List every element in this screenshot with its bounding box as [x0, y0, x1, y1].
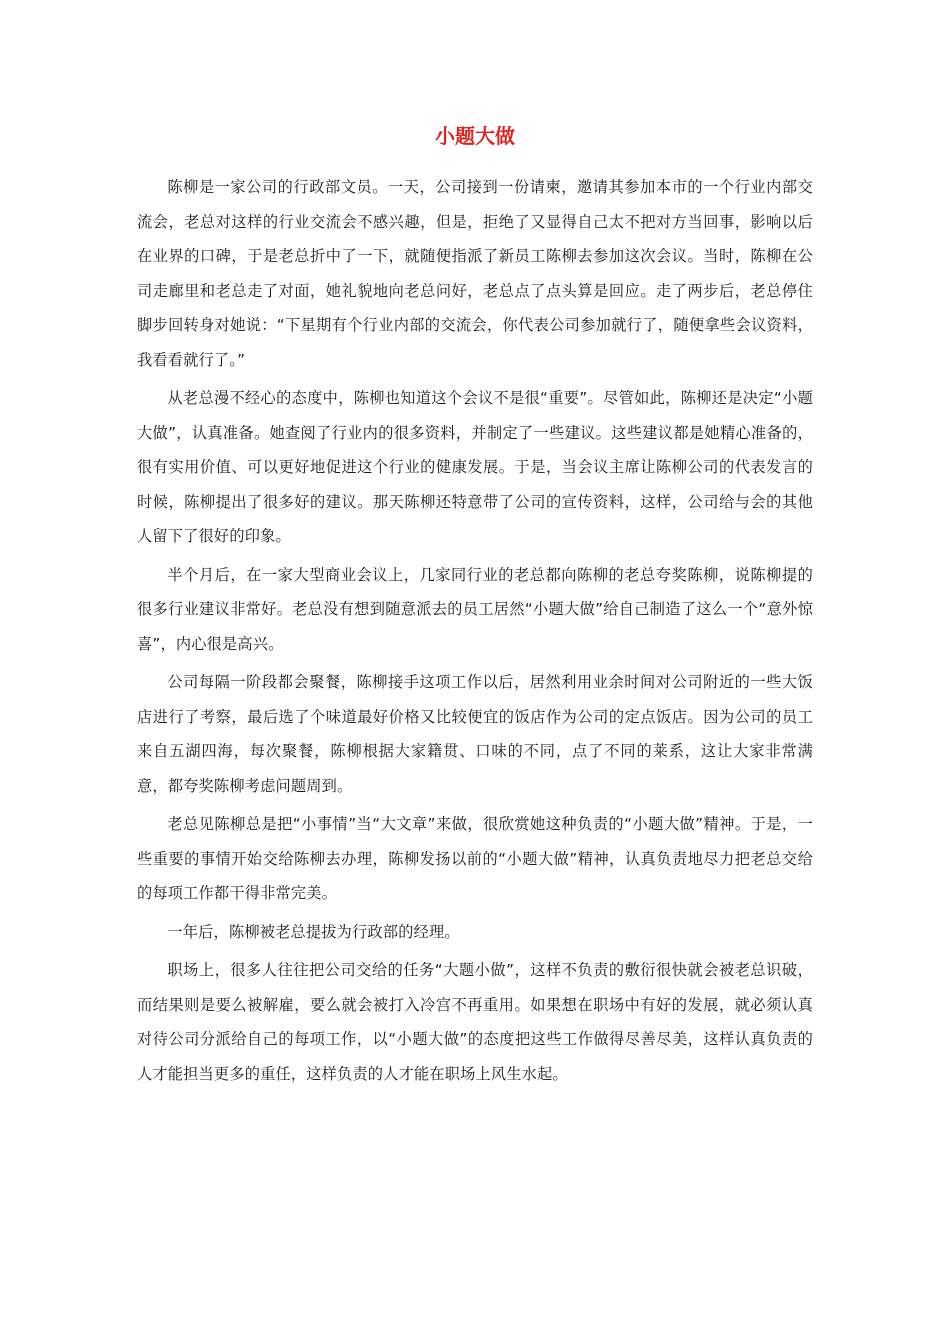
paragraph-2: 从老总漫不经心的态度中，陈柳也知道这个会议不是很“重要”。尽管如此，陈柳还是决定“小题大做”，认真准备。她查阅了行业内的很多资料，并制定了一些建议。这些建议都是她精心准备的，很有实用价值、可以更好地促进这个行业的健康发展。于是，当会议主席让陈柳公司的代表发言的时候，陈柳提出了很多好的建议。那天陈柳还特意带了公司的宣传资料，这样，公司给与会的其他人留下了很好的印象。: [137, 389, 813, 545]
paragraph-1: 陈柳是一家公司的行政部文员。一天，公司接到一份请柬，邀请其参加本市的一个行业内部交流会，老总对这样的行业交流会不感兴趣，但是，拒绝了又显得自己太不把对方当回事，影响以后在业界的口碑，于是老总折中了一下，就随便指派了新员工陈柳去参加这次会议。当时，陈柳在公司走廊里和老总走了对面，她礼貌地向老总问好，老总点了点头算是回应。走了两步后，老总停住脚步回转身对她说：“下星期有个行业内部的交流会，你代表公司参加就行了，随便拿些会议资料，我看看就行了。”: [137, 178, 813, 369]
paragraph-5: 老总见陈柳总是把“小事情”当“大文章”来做，很欣赏她这种负责的“小题大做”精神。于是，一些重要的事情开始交给陈柳去办理，陈柳发扬以前的“小题大做”精神，认真负责地尽力把老总交给的每项工作都干得非常完美。: [137, 815, 813, 902]
paragraph-7: 职场上，很多人往往把公司交给的任务“大题小做”，这样不负责的敷衍很快就会被老总识破，而结果则是要么被解雇，要么就会被打入冷宫不再重用。如果想在职场中有好的发展，就必须认真对待公司分派给自己的每项工作，以“小题大做”的态度把这些工作做得尽善尽美，这样认真负责的人才能担当更多的重任，这样负责的人才能在职场上风生水起。: [137, 961, 813, 1083]
document-body: [137, 170, 813, 1095]
document-title: 小题大做: [435, 124, 515, 148]
paragraph-4: 公司每隔一阶段都会聚餐，陈柳接手这项工作以后，居然利用业余时间对公司附近的一些大饭店进行了考察，最后选了个味道最好价格又比较便宜的饭店作为公司的定点饭店。因为公司的员工来自五湖四海，每次聚餐，陈柳根据大家籍贯、口味的不同，点了不同的莱系，这让大家非常满意，都夸奖陈柳考虑问题周到。: [137, 673, 813, 795]
paragraph-3: 半个月后，在一家大型商业会议上，几家同行业的老总都向陈柳的老总夸奖陈柳，说陈柳提的很多行业建议非常好。老总没有想到随意派去的员工居然“小题大做”给自己制造了这么一个“意外惊喜”，内心很是高兴。: [137, 565, 813, 653]
paragraph-6: 一年后，陈柳被老总提拔为行政部的经理。: [167, 922, 460, 941]
